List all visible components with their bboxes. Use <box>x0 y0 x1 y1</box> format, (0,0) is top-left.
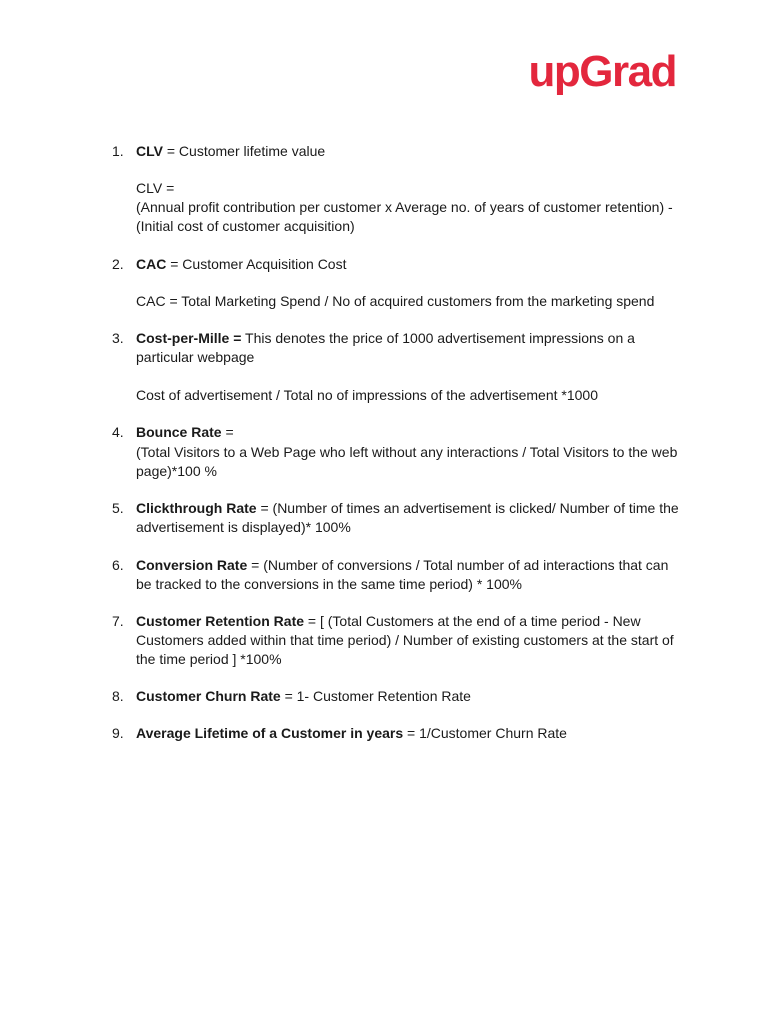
item-definition: = <box>221 424 234 440</box>
upgrad-logo: upGrad <box>528 47 676 96</box>
item-number: 8. <box>112 688 124 704</box>
item-heading <box>136 329 696 348</box>
item-term: Conversion Rate <box>136 557 248 573</box>
item-definition: = [ (Total Customers at the end of a time period - New <box>304 613 641 629</box>
item-number: 2. <box>112 256 124 272</box>
item-definition: = 1/Customer Churn Rate <box>403 725 567 741</box>
item-heading <box>136 499 696 518</box>
item-continuation: advertisement is displayed)* 100% <box>136 519 351 535</box>
item-definition: = 1- Customer Retention Rate <box>280 688 471 704</box>
item-term: Bounce Rate <box>136 424 222 440</box>
item-heading <box>136 687 696 706</box>
item-number: 3. <box>112 330 124 346</box>
formula-line: Cost of advertisement / Total no of impressions of the advertisement *1000 <box>136 387 598 403</box>
formula-line: (Initial cost of customer acquisition) <box>136 218 355 234</box>
item-number: 9. <box>112 725 124 741</box>
item-heading <box>136 255 696 274</box>
item-continuation: particular webpage <box>136 349 255 365</box>
item-definition: = Customer Acquisition Cost <box>166 256 347 272</box>
formula-line: CAC = Total Marketing Spend / No of acquired customers from the marketing spend <box>136 293 655 309</box>
item-continuation: page)*100 % <box>136 463 217 479</box>
item-definition: This denotes the price of 1000 advertisement impressions on a <box>241 330 635 346</box>
item-term: Clickthrough Rate <box>136 500 257 516</box>
item-continuation: the time period ] *100% <box>136 651 282 667</box>
item-heading <box>136 612 696 631</box>
item-definition: = (Number of times an advertisement is clicked/ Number of time the <box>256 500 679 516</box>
item-heading <box>136 556 696 575</box>
item-term: Customer Churn Rate <box>136 688 281 704</box>
item-term: Customer Retention Rate <box>136 613 305 629</box>
item-heading <box>136 423 696 442</box>
item-definition: = Customer lifetime value <box>162 143 326 159</box>
item-term: CAC <box>136 256 167 272</box>
formula-line: CLV = <box>136 180 175 196</box>
item-term: CLV <box>136 143 163 159</box>
item-term: Cost-per-Mille = <box>136 330 242 346</box>
item-number: 4. <box>112 424 124 440</box>
item-number: 6. <box>112 557 124 573</box>
item-number: 5. <box>112 500 124 516</box>
item-number: 7. <box>112 613 124 629</box>
item-definition: = (Number of conversions / Total number of ad interactions that can <box>247 557 669 573</box>
item-heading <box>136 724 696 743</box>
item-heading <box>136 142 696 161</box>
item-term: Average Lifetime of a Customer in years <box>136 725 404 741</box>
item-continuation: be tracked to the conversions in the same time period) * 100% <box>136 576 522 592</box>
formula-line: (Annual profit contribution per customer x Average no. of years of customer retention) - <box>136 199 673 215</box>
item-continuation: Customers added within that time period) / Number of existing customers at the start of <box>136 632 674 648</box>
item-number: 1. <box>112 143 124 159</box>
item-continuation: (Total Visitors to a Web Page who left without any interactions / Total Visitors to the web <box>136 444 678 460</box>
